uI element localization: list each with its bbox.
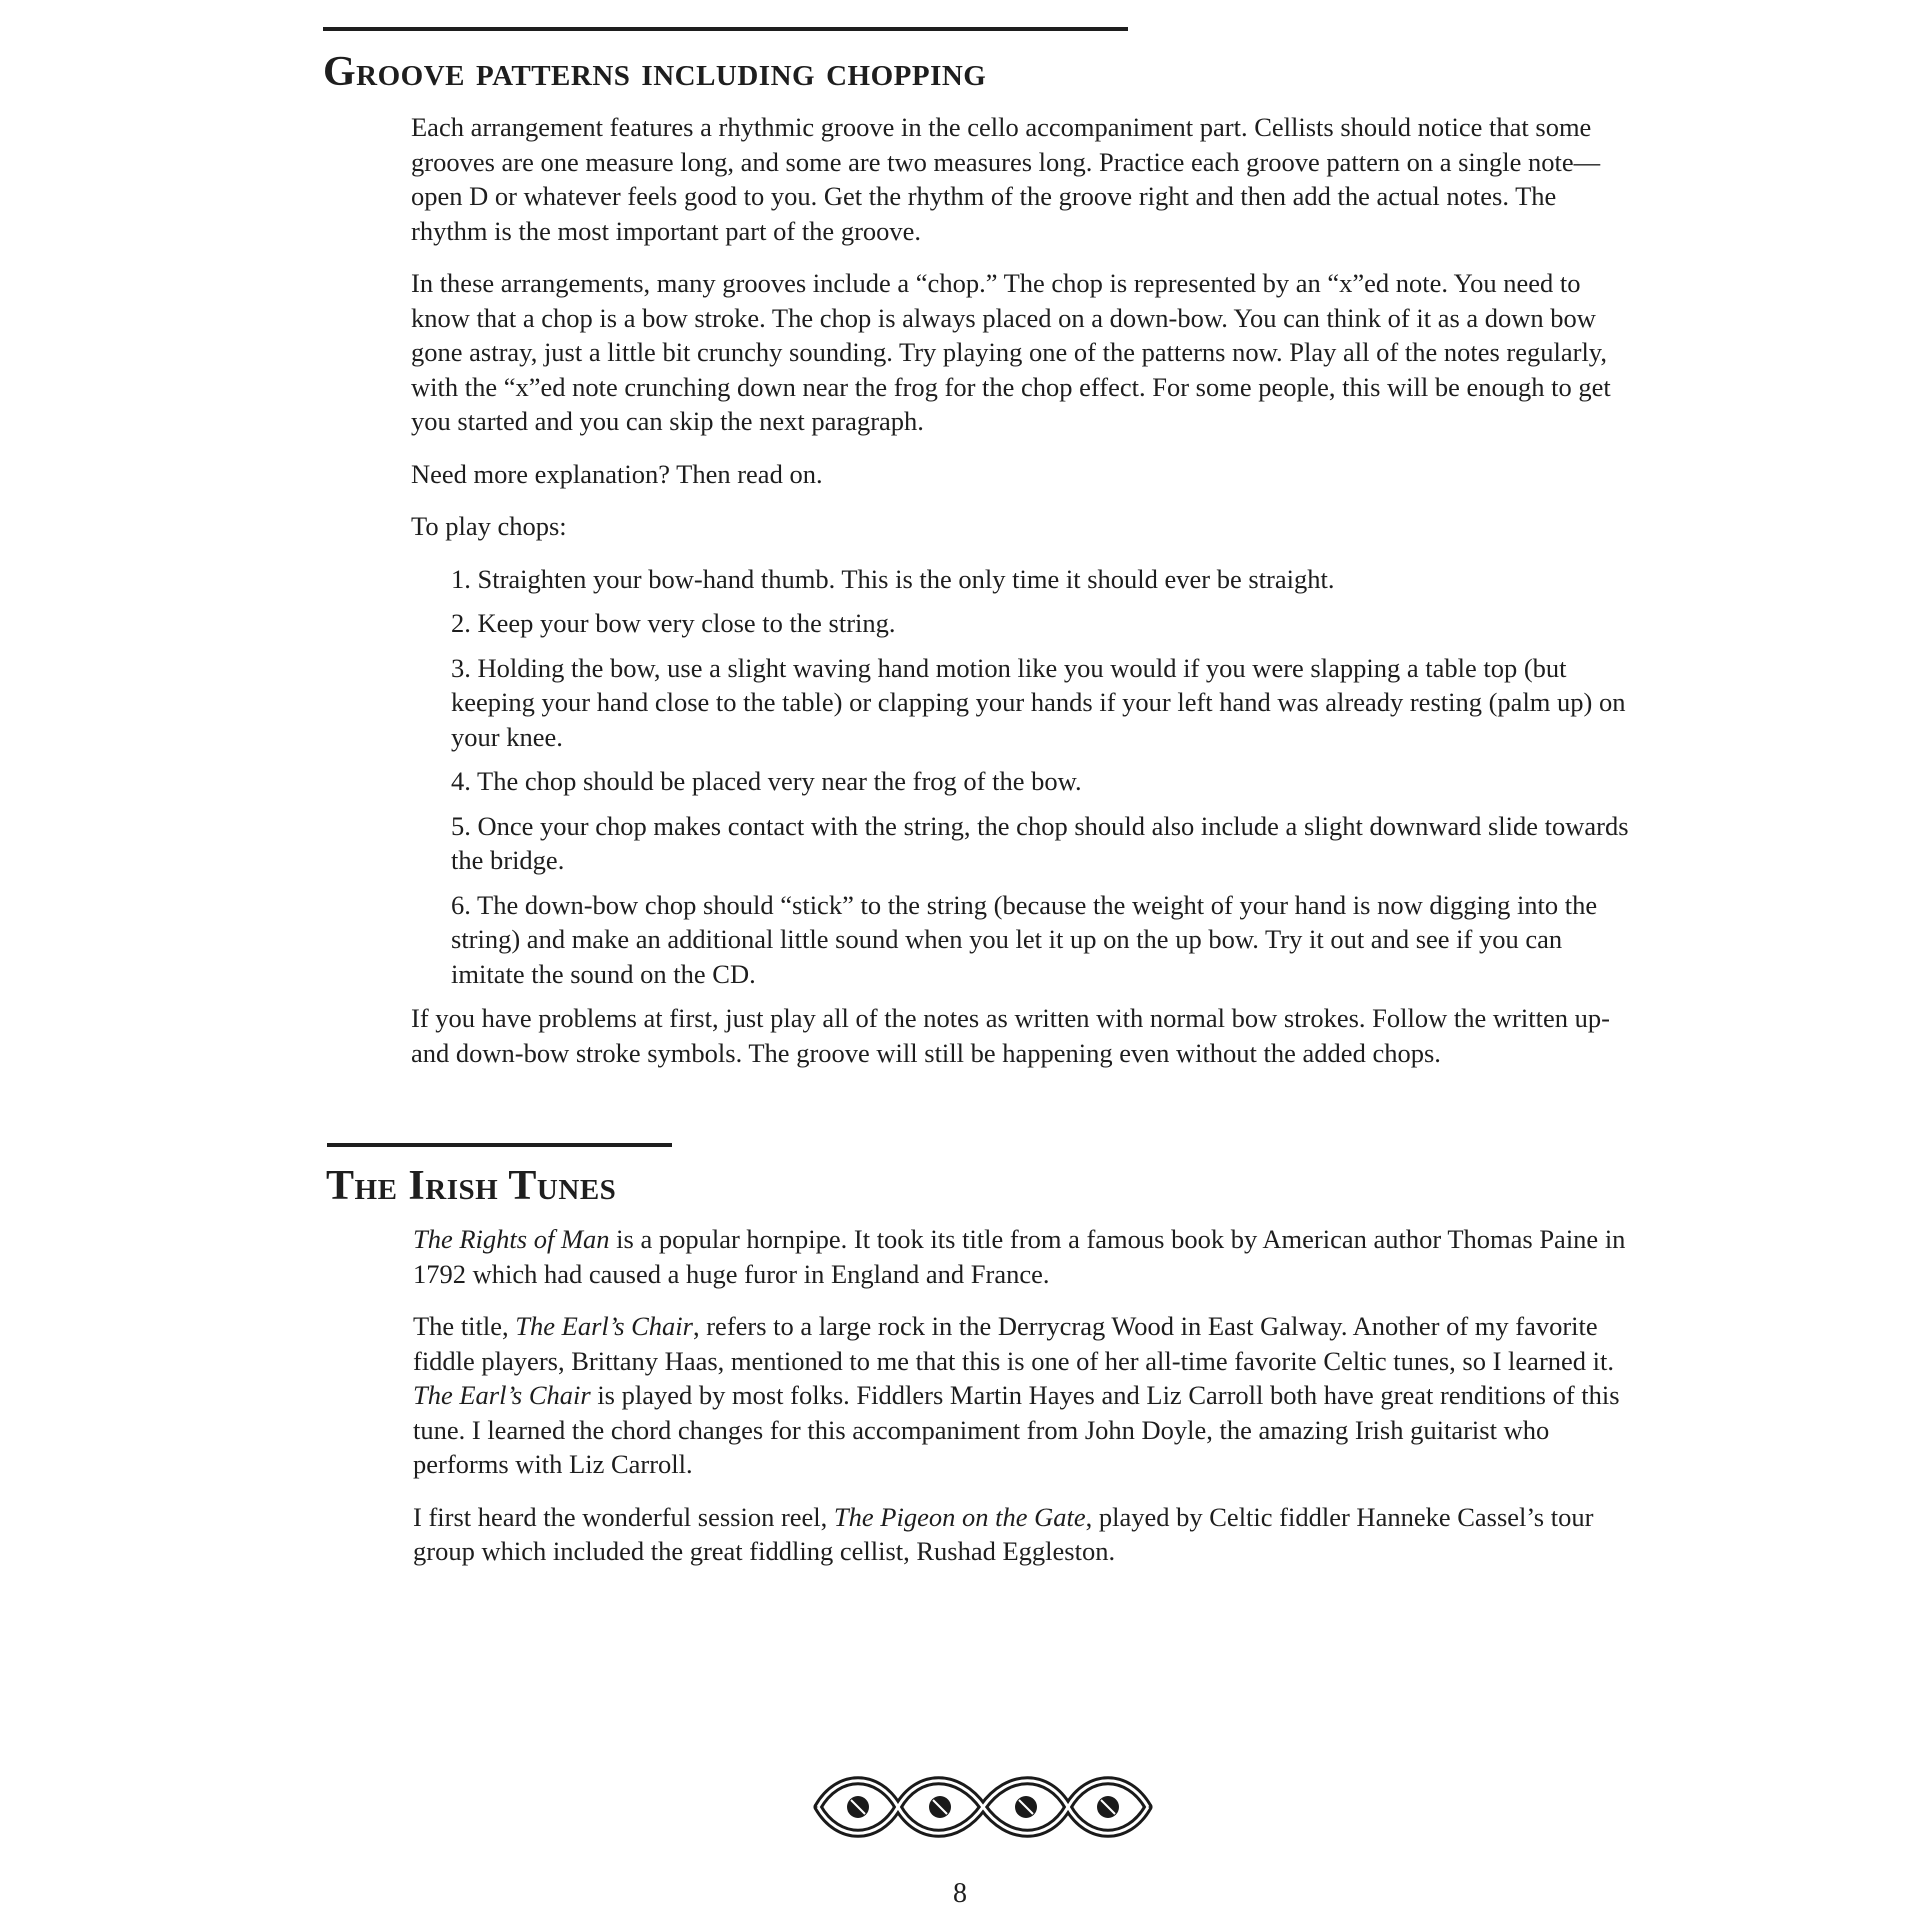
paragraph	[413, 1309, 1638, 1482]
section-grooves-body	[411, 110, 1636, 1070]
chop-steps-list	[411, 562, 1636, 992]
text-run: I first heard the wonderful session reel,	[413, 1501, 834, 1532]
list-item: 6. The down-bow chop should “stick” to the string (because the weight of your hand is now digging into the string) and make an additional little sound when you let it up on the up bow. Try it out and see if you can imitate the sound on the CD.	[451, 889, 1598, 989]
page-number: 8	[953, 1878, 967, 1909]
section-heading-grooves: Groove patterns including chopping	[323, 49, 987, 95]
paragraph	[413, 1500, 1638, 1569]
section-heading-irish-tunes: The Irish Tunes	[326, 1163, 617, 1209]
tune-title: The Earl’s Chair	[515, 1311, 693, 1341]
paragraph: Need more explanation? Then read on.	[411, 458, 823, 489]
tune-title: The Earl’s Chair	[413, 1380, 591, 1410]
list-item: 5. Once your chop makes contact with the string, the chop should also include a slight downward slide towards the bridge.	[451, 810, 1629, 875]
list-item: 4. The chop should be placed very near the frog of the bow.	[451, 766, 1082, 796]
celtic-knot-icon	[798, 1752, 1168, 1862]
paragraph	[413, 1222, 1638, 1291]
list-item: 3. Holding the bow, use a slight waving hand motion like you would if you were slapping a table top (but keeping your hand close to the table) or clapping your hands if your left hand was already resting (palm up) on your knee.	[451, 652, 1626, 752]
paragraph: If you have problems at first, just play all of the notes as written with normal bow strokes. Follow the written up- and down-bow stroke symbols. The groove will still be happening even without the added chops.	[411, 1003, 1610, 1068]
text-run: , refers to a large rock in the Derrycrag Wood in East Galway. Another of my favorite fiddle players, Brittany Haas, mentioned to me that this is one of her all-time favorite Celtic tunes, so I learned it.	[413, 1311, 1615, 1376]
text-run: is a popular hornpipe. It took its title from a famous book by American author Thomas Paine in 1792 which had caused a huge furor in England and France.	[413, 1224, 1626, 1289]
section-rule-top	[323, 27, 1128, 31]
text-run: The title,	[413, 1311, 516, 1341]
section-irish-body	[413, 1222, 1638, 1569]
paragraph: Each arrangement features a rhythmic groove in the cello accompaniment part. Cellists should notice that some grooves are one measure long, and some are two measures long. Practice each groove pattern on a single note—open D or whatever feels good to you. Get the rhythm of the groove right and then add the actual notes. The rhythm is the most important part of the groove.	[411, 112, 1601, 246]
list-item: 1. Straighten your bow-hand thumb. This is the only time it should ever be straight.	[451, 563, 1335, 594]
list-item: 2. Keep your bow very close to the string.	[451, 608, 896, 638]
tune-title: The Pigeon on the Gate	[833, 1501, 1086, 1532]
text-run: , played by Celtic fiddler Hanneke Cassel’s tour group which included the great fiddling cellist, Rushad Eggleston.	[413, 1501, 1594, 1566]
paragraph: To play chops:	[411, 511, 567, 541]
section-rule-irish	[327, 1143, 672, 1147]
paragraph: In these arrangements, many grooves include a “chop.” The chop is represented by an “x”ed note. You need to know that a chop is a bow stroke. The chop is always placed on a down-bow. You can think of it as a down bow gone astray, just a little bit crunchy sounding. Try playing one of the patterns now. Play all of the notes regularly, with the “x”ed note crunching down near the frog for the chop effect. For some people, this will be enough to get you started and you can skip the next paragraph.	[411, 268, 1611, 436]
tune-title: The Rights of Man	[413, 1224, 610, 1254]
text-run: is played by most folks. Fiddlers Martin Hayes and Liz Carroll both have great renditions of this tune. I learned the chord changes for this accompaniment from John Doyle, the amazing Irish guitarist who performs with Liz Carroll.	[413, 1380, 1620, 1479]
